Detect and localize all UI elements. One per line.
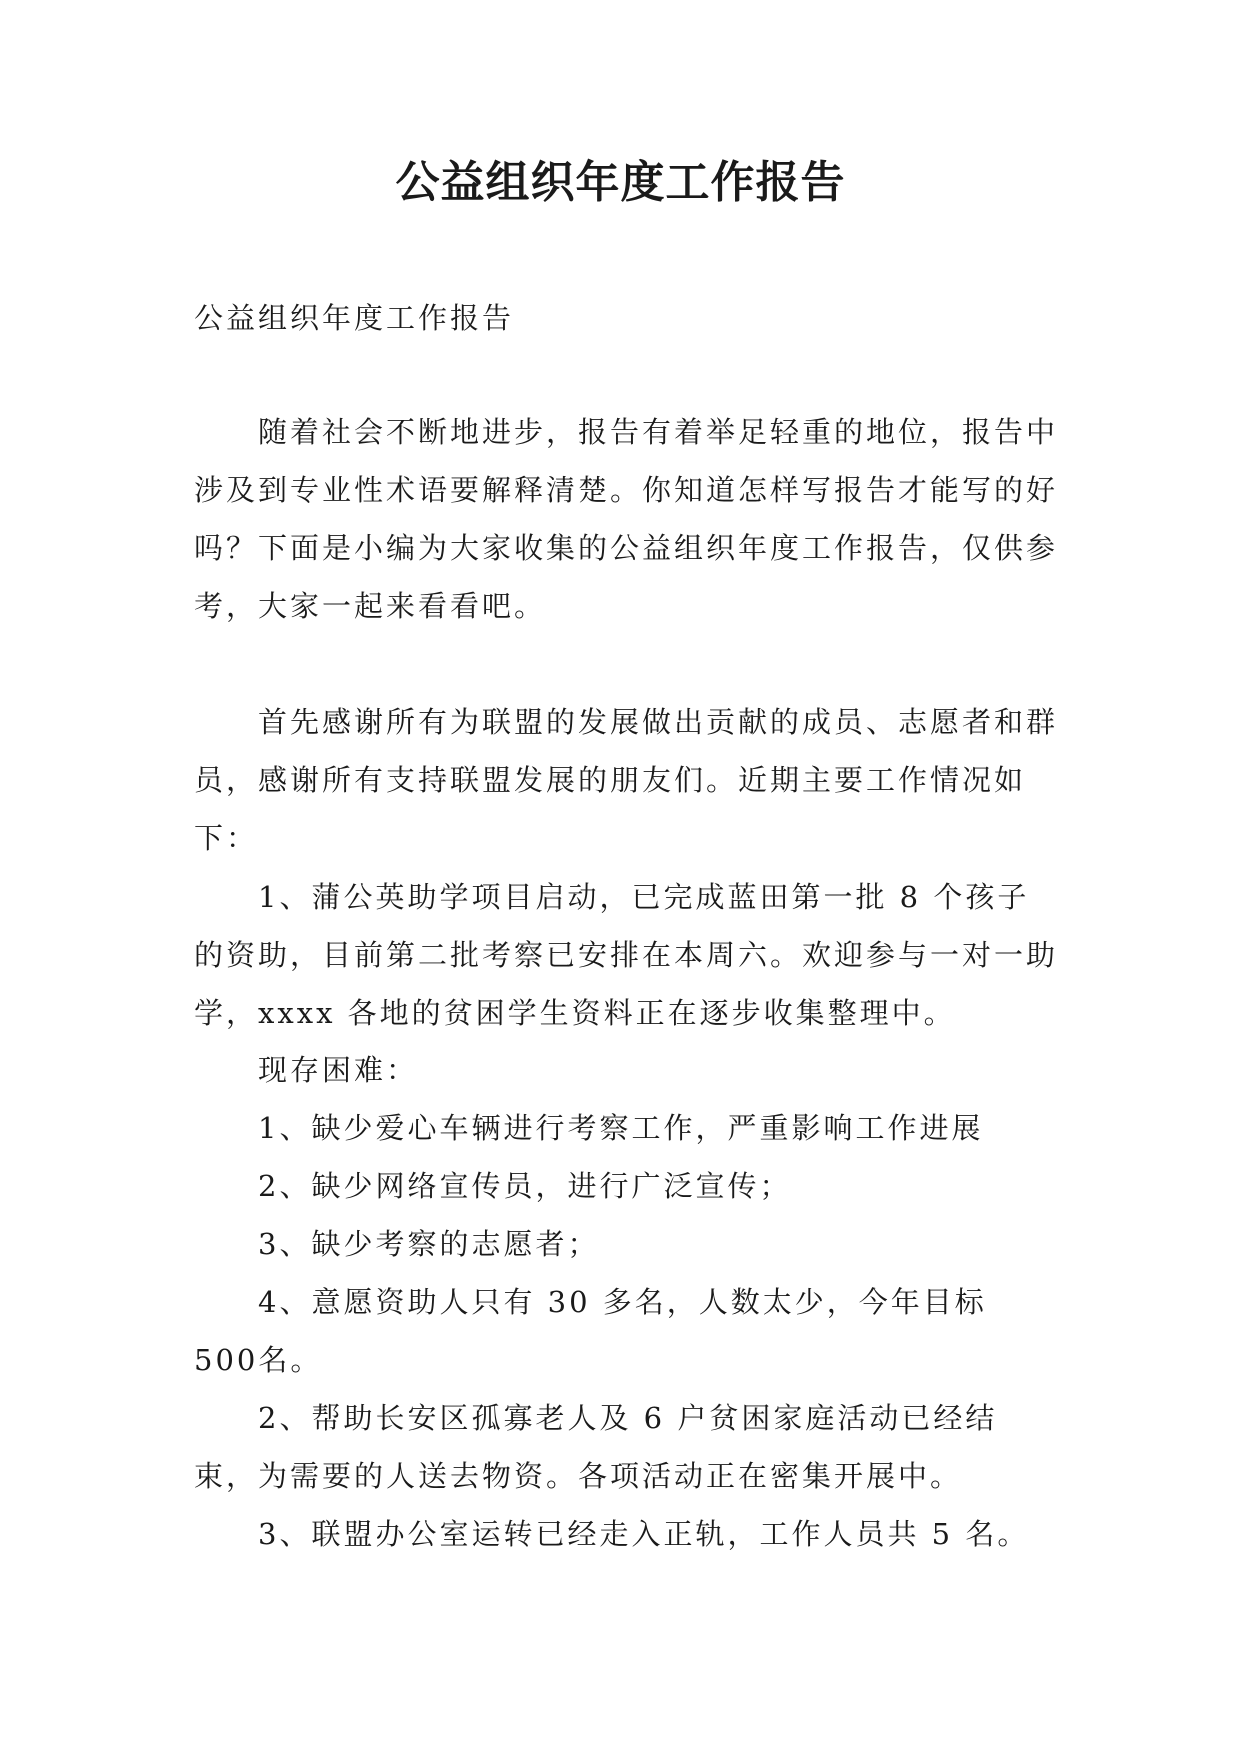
difficulties-heading: 现存困难： — [258, 1053, 419, 1087]
work-item-1: 1、蒲公英助学项目启动，已完成蓝田第一批 8 个孩子的资助，目前第二批考察已安排在本周六。欢迎参与一对一助学，xxxx 各地的贫困学生资料正在逐步收集整理中。 — [194, 880, 1059, 1030]
document-subtitle: 公益组织年度工作报告 — [194, 301, 515, 335]
difficulty-item-1: 1、缺少爱心车辆进行考察工作，严重影响工作进展 — [258, 1111, 984, 1145]
thanks-paragraph: 首先感谢所有为联盟的发展做出贡献的成员、志愿者和群员，感谢所有支持联盟发展的朋友们。近期主要工作情况如下： — [194, 705, 1059, 855]
work-item-3: 3、联盟办公室运转已经走入正轨，工作人员共 5 名。 — [258, 1517, 1030, 1551]
intro-paragraph: 随着社会不断地进步，报告有着举足轻重的地位，报告中涉及到专业性术语要解释清楚。你知道怎样写报告才能写的好吗？下面是小编为大家收集的公益组织年度工作报告，仅供参考，大家一起来看看吧。 — [194, 415, 1059, 623]
work-item-2: 2、帮助长安区孤寡老人及 6 户贫困家庭活动已经结束，为需要的人送去物资。各项活动正在密集开展中。 — [194, 1401, 998, 1493]
difficulty-item-2: 2、缺少网络宣传员，进行广泛宣传； — [258, 1169, 792, 1203]
page-title: 公益组织年度工作报告 — [395, 157, 846, 208]
difficulty-item-3: 3、缺少考察的志愿者； — [258, 1227, 600, 1261]
difficulty-item-4: 4、意愿资助人只有 30 多名，人数太少，今年目标 500名。 — [194, 1285, 987, 1377]
